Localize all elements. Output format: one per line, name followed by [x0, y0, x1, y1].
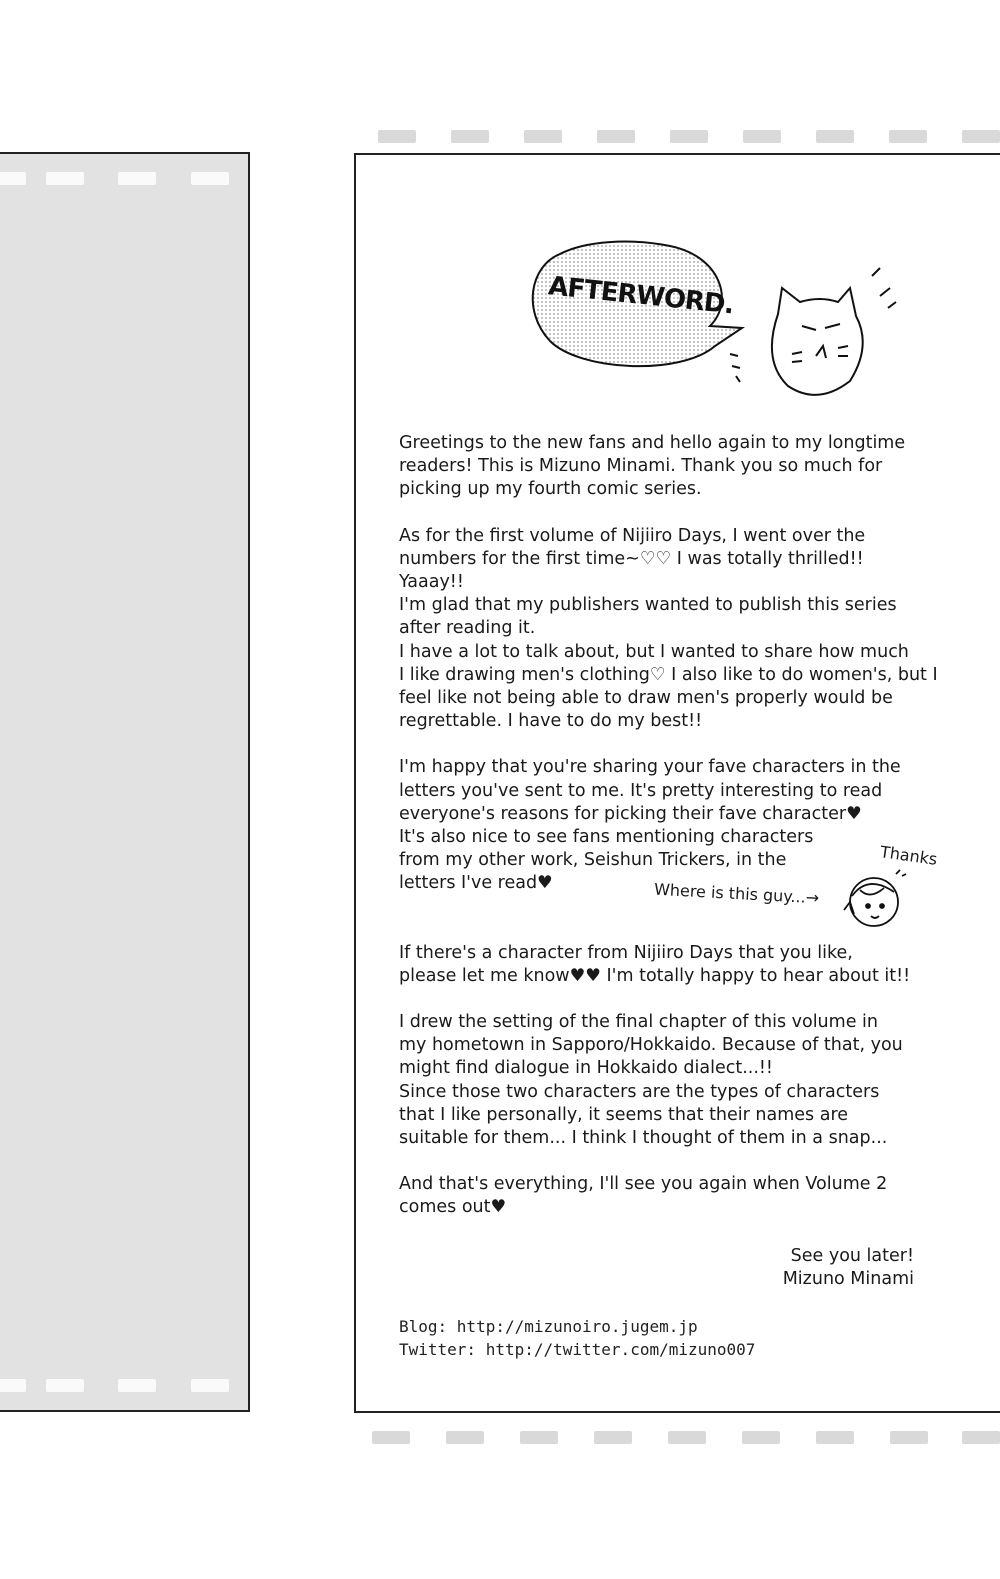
text-line: from my other work, Seishun Trickers, in the: [399, 850, 787, 871]
text-line: suitable for them... I think I thought of them in a snap...: [399, 1128, 888, 1149]
author-links: [399, 1315, 755, 1361]
sprocket-mark: [446, 1431, 484, 1444]
text-line: I'm happy that you're sharing your fave characters in the: [399, 757, 901, 778]
sprocket-hole: [118, 1379, 156, 1392]
cat-doodle: [730, 268, 896, 395]
text-line: that I like personally, it seems that their names are: [399, 1104, 849, 1125]
paragraph: [399, 1011, 929, 1150]
sprocket-hole: [0, 172, 26, 185]
text-line: Since those two characters are the types of characters: [399, 1081, 880, 1102]
afterword-title: AFTERWORD.: [546, 271, 735, 321]
where-annotation: Where is this guy...→: [653, 879, 820, 908]
signoff-greeting: See you later!: [790, 1246, 914, 1266]
sprocket-mark: [594, 1431, 632, 1444]
sprocket-hole: [0, 1379, 26, 1392]
sprocket-mark: [816, 1431, 854, 1444]
text-line: picking up my fourth comic series.: [399, 479, 702, 500]
text-line: might find dialogue in Hokkaido dialect...!!: [399, 1058, 773, 1079]
sprocket-mark: [597, 130, 635, 143]
text-line: regrettable. I have to do my best!!: [399, 711, 703, 732]
sprocket-mark: [668, 1431, 706, 1444]
sprocket-mark: [890, 1431, 928, 1444]
afterword-bubble: [520, 236, 920, 406]
sprocket-mark: [889, 130, 927, 143]
text-line: readers! This is Mizuno Minami. Thank you so much for: [399, 456, 883, 477]
sprocket-mark: [372, 1431, 410, 1444]
sprocket-mark: [451, 130, 489, 143]
text-line: I like drawing men's clothing♡ I also like to do women's, but I: [399, 664, 938, 685]
sprocket-mark: [378, 130, 416, 143]
text-line: If there's a character from Nijiiro Days that you like,: [399, 942, 853, 963]
sprocket-mark: [670, 130, 708, 143]
text-line: comes out♥: [399, 1197, 507, 1218]
text-line: Greetings to the new fans and hello again to my longtime: [399, 433, 906, 453]
text-line: my hometown in Sapporo/Hokkaido. Because of that, you: [399, 1035, 903, 1056]
text-line: Yaaay!!: [399, 572, 464, 593]
sprocket-hole: [118, 172, 156, 185]
paragraph: [399, 1173, 929, 1219]
sprocket-mark: [524, 130, 562, 143]
signoff: [783, 1245, 914, 1291]
sprocket-hole: [191, 172, 229, 185]
blog-link[interactable]: Blog: http://mizunoiro.jugem.jp: [399, 1317, 698, 1336]
text-line: It's also nice to see fans mentioning characters: [399, 827, 814, 848]
text-line: please let me know♥♥ I'm totally happy to hear about it!!: [399, 965, 911, 986]
sprocket-mark: [520, 1431, 558, 1444]
twitter-link[interactable]: Twitter: http://twitter.com/mizuno007: [399, 1340, 756, 1359]
paragraph: [399, 942, 929, 988]
text-line: feel like not being able to draw men's properly would be: [399, 688, 893, 709]
text-line: As for the first volume of Nijiiro Days, I went over the: [399, 525, 866, 546]
sprocket-hole: [46, 172, 84, 185]
sprocket-mark: [816, 130, 854, 143]
left-film-strip: [0, 152, 250, 1412]
character-face-doodle: [838, 866, 910, 936]
sprocket-hole: [46, 1379, 84, 1392]
text-line: numbers for the first time~♡♡ I was totally thrilled!!: [399, 548, 864, 569]
text-line: letters you've sent to me. It's pretty interesting to read: [399, 780, 883, 801]
paragraph: [399, 525, 938, 734]
sprocket-mark: [962, 130, 1000, 143]
author-name: Mizuno Minami: [782, 1269, 914, 1289]
text-line: I'm glad that my publishers wanted to publish this series: [399, 595, 897, 616]
text-line: I have a lot to talk about, but I wanted to share how much: [399, 641, 909, 662]
text-line: letters I've read♥: [399, 873, 553, 894]
thanks-annotation: Thanks: [878, 842, 939, 869]
sprocket-mark: [743, 130, 781, 143]
paragraph: [399, 432, 929, 502]
sprocket-mark: [742, 1431, 780, 1444]
text-line: everyone's reasons for picking their fave character♥: [399, 803, 862, 824]
sprocket-hole: [191, 1379, 229, 1392]
sprocket-mark: [962, 1431, 1000, 1444]
afterword-body: [399, 432, 938, 1243]
text-line: And that's everything, I'll see you again when Volume 2: [399, 1174, 888, 1195]
text-line: I drew the setting of the final chapter of this volume in: [399, 1012, 878, 1033]
text-line: after reading it.: [399, 618, 536, 639]
